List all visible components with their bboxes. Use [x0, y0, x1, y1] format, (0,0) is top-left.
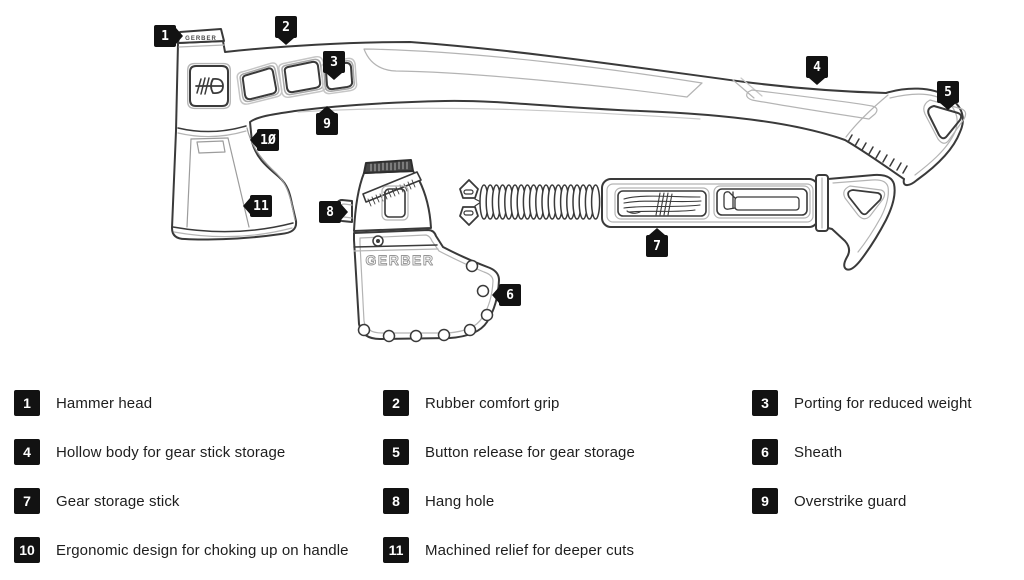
callout-pointer-right-icon: [341, 204, 348, 220]
hammer-engraving-text: GERBER: [185, 36, 217, 42]
legend-item-8: [383, 488, 494, 514]
legend-number-badge: 5: [383, 439, 409, 465]
callout-number: 7: [653, 238, 661, 254]
legend-label: Sheath: [794, 443, 843, 461]
legend-label: Hang hole: [425, 492, 495, 510]
callout-pointer-down-icon: [278, 38, 294, 45]
callout-number: 8: [326, 204, 334, 220]
legend-label: Hammer head: [56, 394, 153, 412]
legend-item-9: [752, 488, 906, 514]
legend-number-badge: 10: [14, 537, 40, 563]
legend-label: Ergonomic design for choking up on handle: [56, 541, 349, 559]
legend-item-7: [14, 488, 180, 514]
legend-item-5: [383, 439, 635, 465]
callout-pointer-left-icon: [250, 132, 257, 148]
callout-marker-9: [316, 113, 338, 135]
callout-marker-2: [275, 16, 297, 38]
legend-number-badge: 11: [383, 537, 409, 563]
callout-number: 1Ø: [260, 132, 276, 148]
callout-marker-8: [319, 201, 341, 223]
callout-pointer-down-icon: [809, 78, 825, 85]
callout-marker-6: [499, 284, 521, 306]
callout-marker-1: [154, 25, 176, 47]
callout-number: 3: [330, 54, 338, 70]
legend-label: Gear storage stick: [56, 492, 180, 510]
legend-number-badge: 8: [383, 488, 409, 514]
legend-item-6: [752, 439, 842, 465]
legend-number-badge: 1: [14, 390, 40, 416]
callout-marker-10: [257, 129, 279, 151]
callout-number: 5: [944, 84, 952, 100]
legend-number-badge: 3: [752, 390, 778, 416]
legend-label: Overstrike guard: [794, 492, 907, 510]
legend-label: Button release for gear storage: [425, 443, 635, 461]
legend-item-3: [752, 390, 972, 416]
legend-number-badge: 9: [752, 488, 778, 514]
legend-item-1: [14, 390, 152, 416]
callout-number: 9: [323, 116, 331, 132]
callout-pointer-right-icon: [176, 28, 183, 44]
legend-item-2: [383, 390, 559, 416]
callout-number: 2: [282, 19, 290, 35]
legend-item-10: [14, 537, 349, 563]
callout-pointer-up-icon: [649, 228, 665, 235]
callout-marker-7: [646, 235, 668, 257]
sheath-logo-text: GERBER: [365, 252, 435, 268]
callout-marker-4: [806, 56, 828, 78]
legend-label: Rubber comfort grip: [425, 394, 560, 412]
callout-number: 4: [813, 59, 821, 75]
callout-pointer-up-icon: [319, 106, 335, 113]
legend-number-badge: 4: [14, 439, 40, 465]
legend-number-badge: 7: [14, 488, 40, 514]
callout-number: 1: [161, 28, 169, 44]
callout-marker-3: [323, 51, 345, 73]
callout-marker-5: [937, 81, 959, 103]
legend-label: Porting for reduced weight: [794, 394, 972, 412]
legend-item-11: [383, 537, 634, 563]
callout-number: 6: [506, 287, 514, 303]
callout-pointer-left-icon: [492, 287, 499, 303]
legend-label: Machined relief for deeper cuts: [425, 541, 635, 559]
legend-number-badge: 2: [383, 390, 409, 416]
callout-pointer-down-icon: [326, 73, 342, 80]
legend-item-4: [14, 439, 285, 465]
callout-number: 11: [253, 198, 269, 214]
legend-number-badge: 6: [752, 439, 778, 465]
callout-marker-11: [250, 195, 272, 217]
legend-label: Hollow body for gear stick storage: [56, 443, 286, 461]
callout-pointer-down-icon: [940, 103, 956, 110]
callout-pointer-left-icon: [243, 198, 250, 214]
